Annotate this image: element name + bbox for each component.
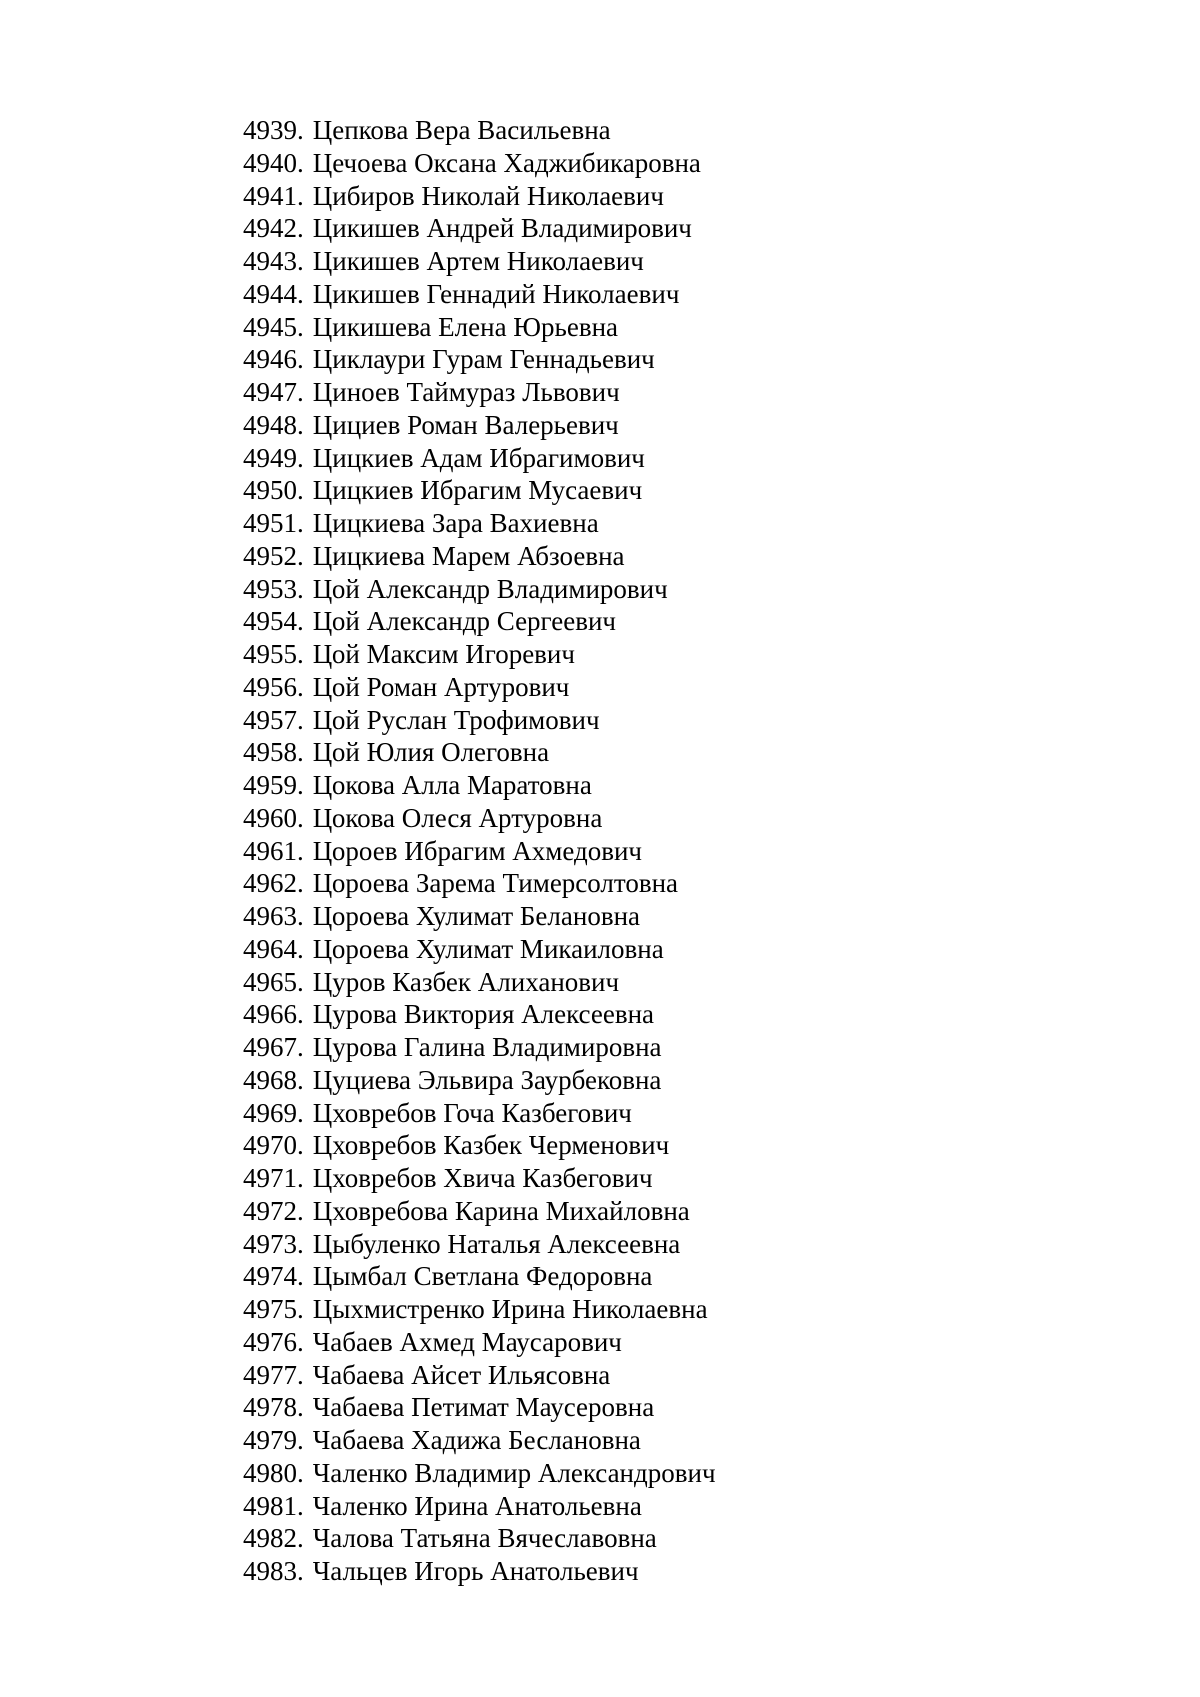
list-item xyxy=(243,966,716,999)
entry-number: 4958. xyxy=(243,737,304,768)
list-item xyxy=(243,1555,716,1588)
list-item xyxy=(243,835,716,868)
list-item xyxy=(243,376,716,409)
entry-name: Цибиров Николай Николаевич xyxy=(312,180,664,211)
entry-name: Цыхмистренко Ирина Николаевна xyxy=(312,1294,708,1324)
entry-number: 4939. xyxy=(243,115,304,145)
list-item xyxy=(243,1490,716,1523)
entry-name: Цороев Ибрагим Ахмедович xyxy=(312,835,643,866)
list-item xyxy=(243,1031,716,1064)
list-item xyxy=(243,998,716,1031)
list-item xyxy=(243,180,716,213)
entry-number: 4981. xyxy=(243,1490,304,1521)
entry-name: Цховребов Хвича Казбегович xyxy=(312,1163,653,1193)
entry-name: Цороева Хулимат Микаиловна xyxy=(312,933,664,964)
entry-name: Чаленко Ирина Анатольевна xyxy=(312,1490,642,1521)
list-item xyxy=(243,1391,716,1424)
entry-name: Чабаева Айсет Ильясовна xyxy=(312,1359,611,1390)
entry-number: 4982. xyxy=(243,1523,304,1554)
entry-number: 4954. xyxy=(243,606,304,637)
entry-number: 4961. xyxy=(243,835,304,866)
list-item xyxy=(243,343,716,376)
entry-number: 4951. xyxy=(243,508,304,538)
entry-name: Цикишев Артем Николаевич xyxy=(312,246,644,276)
list-item xyxy=(243,802,716,835)
entry-name: Цховребов Гоча Казбегович xyxy=(312,1097,632,1128)
entry-name: Цицкиев Ибрагим Мусаевич xyxy=(312,475,643,506)
entry-name: Цечоева Оксана Хаджибикаровна xyxy=(312,147,701,178)
entry-name: Цороева Зарема Тимерсолтовна xyxy=(312,868,679,899)
entry-name: Цой Руслан Трофимович xyxy=(312,704,600,735)
entry-name: Цицкиев Адам Ибрагимович xyxy=(312,442,645,473)
list-item xyxy=(243,1162,716,1195)
list-item xyxy=(243,1195,716,1228)
entry-number: 4966. xyxy=(243,999,304,1030)
list-item xyxy=(243,442,716,475)
entry-name: Цокова Алла Маратовна xyxy=(312,770,592,800)
entry-name: Цокова Олеся Артуровна xyxy=(312,802,603,833)
entry-number: 4950. xyxy=(243,475,304,506)
entry-number: 4957. xyxy=(243,704,304,735)
entry-number: 4963. xyxy=(243,901,304,931)
entry-number: 4972. xyxy=(243,1195,304,1226)
entry-name: Цепкова Вера Васильевна xyxy=(312,115,611,145)
list-item xyxy=(243,769,716,802)
entry-number: 4974. xyxy=(243,1261,304,1292)
entry-name: Цой Александр Сергеевич xyxy=(312,606,617,637)
entry-number: 4940. xyxy=(243,147,304,178)
entry-number: 4952. xyxy=(243,540,304,571)
entry-number: 4945. xyxy=(243,311,304,342)
numbered-name-list xyxy=(243,114,716,1588)
list-item xyxy=(243,1228,716,1261)
entry-number: 4946. xyxy=(243,344,304,375)
entry-name: Чабаева Петимат Маусеровна xyxy=(312,1392,655,1423)
list-item xyxy=(243,900,716,933)
entry-name: Чабаев Ахмед Маусарович xyxy=(312,1326,622,1357)
entry-name: Цховребова Карина Михайловна xyxy=(312,1195,690,1226)
entry-number: 4941. xyxy=(243,180,304,211)
list-item xyxy=(243,704,716,737)
entry-number: 4943. xyxy=(243,246,304,276)
entry-number: 4977. xyxy=(243,1359,304,1390)
entry-name: Цицкиева Марем Абзоевна xyxy=(312,540,625,571)
list-item xyxy=(243,605,716,638)
list-item xyxy=(243,1326,716,1359)
list-item xyxy=(243,1522,716,1555)
entry-name: Циноев Таймураз Львович xyxy=(312,377,620,407)
list-item xyxy=(243,1424,716,1457)
entry-number: 4969. xyxy=(243,1097,304,1128)
list-item xyxy=(243,245,716,278)
entry-name: Цуциева Эльвира Заурбековна xyxy=(312,1064,662,1095)
entry-name: Цурова Виктория Алексеевна xyxy=(312,999,655,1030)
list-item xyxy=(243,671,716,704)
entry-number: 4979. xyxy=(243,1425,304,1455)
entry-name: Чальцев Игорь Анатольевич xyxy=(312,1556,639,1586)
entry-name: Циклаури Гурам Геннадьевич xyxy=(312,344,655,375)
entry-number: 4976. xyxy=(243,1326,304,1357)
list-item xyxy=(243,409,716,442)
entry-name: Цховребов Казбек Черменович xyxy=(312,1130,670,1161)
entry-number: 4965. xyxy=(243,966,304,997)
entry-name: Цикишев Геннадий Николаевич xyxy=(312,278,680,309)
entry-number: 4960. xyxy=(243,802,304,833)
entry-number: 4956. xyxy=(243,671,304,702)
entry-number: 4962. xyxy=(243,868,304,899)
entry-number: 4959. xyxy=(243,770,304,800)
entry-number: 4973. xyxy=(243,1228,304,1259)
entry-number: 4947. xyxy=(243,377,304,407)
list-item xyxy=(243,933,716,966)
entry-number: 4942. xyxy=(243,213,304,244)
list-item xyxy=(243,507,716,540)
list-item xyxy=(243,573,716,606)
list-item xyxy=(243,1359,716,1392)
entry-name: Цороева Хулимат Белановна xyxy=(312,901,641,931)
list-item xyxy=(243,736,716,769)
entry-number: 4983. xyxy=(243,1556,304,1586)
entry-name: Цуров Казбек Алиханович xyxy=(312,966,620,997)
entry-name: Цой Юлия Олеговна xyxy=(312,737,550,768)
list-item xyxy=(243,1097,716,1130)
list-item xyxy=(243,114,716,147)
entry-number: 4964. xyxy=(243,933,304,964)
entry-number: 4944. xyxy=(243,278,304,309)
entry-number: 4967. xyxy=(243,1032,304,1062)
entry-number: 4953. xyxy=(243,573,304,604)
entry-number: 4980. xyxy=(243,1457,304,1488)
list-item xyxy=(243,1293,716,1326)
list-item xyxy=(243,867,716,900)
entry-name: Чаленко Владимир Александрович xyxy=(312,1457,716,1488)
entry-number: 4955. xyxy=(243,639,304,669)
list-item xyxy=(243,147,716,180)
entry-name: Цицкиева Зара Вахиевна xyxy=(312,508,599,538)
entry-name: Цикишев Андрей Владимирович xyxy=(312,213,692,244)
list-item xyxy=(243,540,716,573)
entry-number: 4975. xyxy=(243,1294,304,1324)
list-item xyxy=(243,1129,716,1162)
entry-name: Цикишева Елена Юрьевна xyxy=(312,311,619,342)
entry-number: 4949. xyxy=(243,442,304,473)
entry-name: Чалова Татьяна Вячеславовна xyxy=(312,1523,657,1554)
entry-name: Чабаева Хадижа Беслановна xyxy=(312,1425,641,1455)
entry-name: Цыбуленко Наталья Алексеевна xyxy=(312,1228,681,1259)
entry-name: Цой Максим Игоревич xyxy=(312,639,575,669)
entry-name: Цой Александр Владимирович xyxy=(312,573,668,604)
entry-number: 4978. xyxy=(243,1392,304,1423)
entry-number: 4968. xyxy=(243,1064,304,1095)
entry-number: 4948. xyxy=(243,409,304,440)
entry-name: Цициев Роман Валерьевич xyxy=(312,409,619,440)
list-item xyxy=(243,311,716,344)
list-item xyxy=(243,1260,716,1293)
list-item xyxy=(243,1064,716,1097)
entry-number: 4971. xyxy=(243,1163,304,1193)
entry-name: Цой Роман Артурович xyxy=(312,671,570,702)
entry-number: 4970. xyxy=(243,1130,304,1161)
list-item xyxy=(243,474,716,507)
list-item xyxy=(243,212,716,245)
list-item xyxy=(243,1457,716,1490)
list-item xyxy=(243,638,716,671)
entry-name: Цурова Галина Владимировна xyxy=(312,1032,662,1062)
entry-name: Цымбал Светлана Федоровна xyxy=(312,1261,653,1292)
list-item xyxy=(243,278,716,311)
